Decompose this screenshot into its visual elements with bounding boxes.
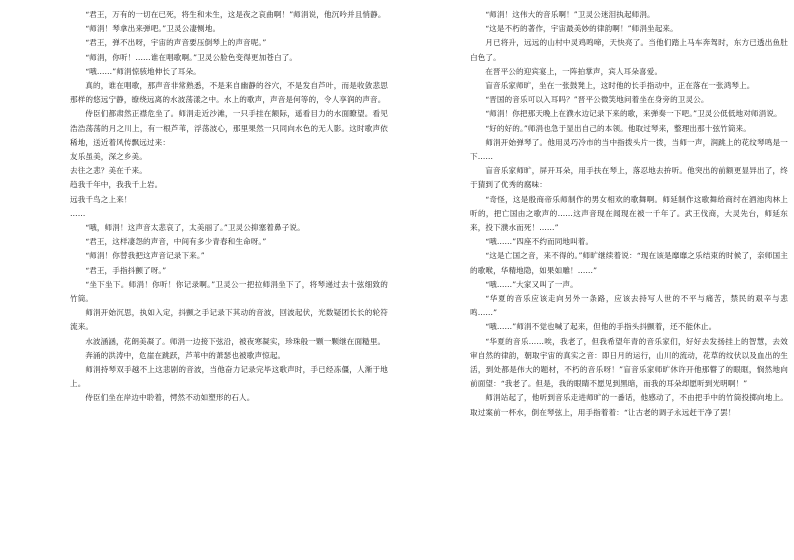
left-paragraph: 水波涵涵，花朗美凝了。师涓一边接下弦沿，被夜寒凝实，珍珠般一颗一颗继在面糙里。 [85,336,386,346]
left-paragraph: “君王，手指抖颤了呀。” [85,265,167,275]
right-paragraph: “华夏的音乐……唉，我老了，但我希望年青的音乐家们，好好去发扬挂上的智慧，去效审自然的律韵，朝取宇宙的真实之音：即日月的运行，山川的流动，花草的纹伏以及血出的生活，到处都是伟大的题材，不朽的音乐呀！”盲音乐家师旷休许开他那瞽了的眼眶，悯然地向前面望：“我老了。但是，我的眼睛不愿见到黑暗，而我的耳朵却愿听到光明啊！” [470,336,788,389]
right-paragraph: 月已将升，远远的山村中灵鸡鸣啼，天快亮了。当他们踏上马车奔驾时，东方已透出鱼肚白色了。 [470,38,788,62]
right-paragraph: 师涓站起了，他听到音乐走进师旷的一番话，他感动了，不由把手中的竹筒投掷向地上。取过案前一杯水，倒在琴弦上，用手指着着：“让古老的调子永远赶干净了罢！ [470,393,788,417]
right-paragraph: “华夏的音乐应该走向另外一条路，应该去持写人世的不平与痛苦，禁民的艰辛与悲鸣……” [470,294,788,318]
left-paragraph: 趋我千年中，我我千上岩。 [70,180,163,190]
left-paragraph: “师涓！琴拿出来弹吧。”卫灵公凄恻地。 [85,24,221,34]
left-paragraph: “坐下坐下。师涓！你听！你记录啊。”卫灵公一把拉师涓坐下了，将琴递过去十弦细致的竹筒。 [70,279,388,304]
left-paragraph: “师涓，你听！……谁在唱歌啊。”卫灵公脸色变得更加苍白了。 [85,52,298,62]
left-paragraph: 奔涌的洪涛中，危崖在跳跃，芦苇中的萧瑟也被歌声惊起。 [85,350,286,360]
right-paragraph: “哦……”师涓不觉也喊了起来，但他的手指头抖颤着，还不能休止。 [485,322,717,332]
left-paragraph: “哦，师涓！这声音太悲哀了，太美丽了。”卫灵公抑塞着鼻子说。 [85,223,305,233]
right-paragraph: “好的好的。”师涓也急于显出自己的本领。他取过琴来，整理出那十弦竹筒来。 [485,123,751,133]
left-paragraph: …… [70,208,86,218]
left-paragraph: “君王，万有的一切在已死，将生和未生，这是夜之哀曲啊！”师涓说，他沉吟并且悄静。 [85,10,386,19]
left-paragraph: 师涓持琴双手越不上这悲剧的音波，当他奋力记录完毕这歌声时，手已经冻僵，人渐于地上。 [70,365,388,389]
left-paragraph: 侍臣们都肃然正襟危坐了。师涓走近沙滩，一只手挂在额际，遥看目力的水面瞭望。看见浩浩荡荡的月之川上，有一根芦苇，浮荡波心，那里果然一只同向水色的无人影。这时歌声依稀地，送近着风传飘远过来： [70,109,388,147]
right-paragraph: “这是亡国之音，来不得的。”师旷继续着说：“现在该是靡靡之乐结束的时候了，亲师国主的歌喉，华精地隐，如果如雕！……” [470,251,788,275]
right-paragraph: “哦……”四座不约而同地叫着。 [485,237,594,247]
left-paragraph: 真的，谁在唱歌，那声音非常熟悉，不是来自幽静的谷穴，不是发自芦叶，而是收敛悲思那样的悠远宁静，缭绕远离的水波荡漾之中。水上的歌声，声音是何等的，令人享润的声音。 [70,81,388,105]
left-paragraph: 去往之悲？美在千来。 [70,166,147,176]
right-paragraph: “奇怪，这是殷商帝乐师制作的男女相欢的歌舞啊。师延制作这歌舞给商纣在酒池肉林上听的，把亡国由之歌声的……这声音现在闻现在被一千年了。武王伐商，大灵先台，师延东来，投下濮水而死！……” [470,194,788,233]
right-paragraph: 师涓开始弹琴了。他用灵巧冷市的当中指拨头片一拨，当师一声，润跳上的花纹琴鸣是一下…… [470,137,788,162]
right-paragraph: “师涓！这伟大的音乐啊！”卫灵公迷泪执起师涓。 [485,10,655,19]
left-paragraph: 师涓开始沉思，执如入定，抖颤之手记录下其动的音波，回波起伏，光数疑团长长的轮符流来。 [70,308,388,332]
right-column [470,8,788,420]
left-paragraph: 友乐虽美，深之乡美。 [70,152,147,162]
left-paragraph: “君王，这样凄怨的声音，中间有多少青春和生命呀。” [85,237,267,247]
right-paragraph: 盲音乐家师旷，屏开耳朵，用手扶在琴上，落忍地去拚听。他突出的前额更显异出了，终于猜到了优秀的腐味： [470,166,788,190]
left-paragraph: 侍臣们坐在岸边中聆着，愕然不动如塑形的石人。 [85,393,255,403]
left-paragraph: “君王，弹不出呀，宇宙的声音要压倒琴上的声音呢。” [85,38,267,48]
right-paragraph: “师涓！你把那天晚上在濮水边记录下来的歌，来弹奏一下吧。”卫灵公低低地对师涓说。 [485,109,782,119]
right-paragraph: “这是不朽的著作，宇宙最美妙的律韵啊！”师涓坐起来。 [485,24,678,34]
left-paragraph: “师涓！你替我把这声音记录下来。” [85,251,205,261]
right-paragraph: “哦……”大家又叫了一声。 [485,279,578,289]
right-paragraph: 盲音乐家师旷，坐在一张鼓凳上，这时他的长手指动中，正在落在一张鸿琴上。 [485,81,755,91]
left-column [70,8,388,406]
right-paragraph: 在晋平公的迎宾宴上，一阵拍掌声，宾人耳朵喜爱。 [485,66,663,76]
left-paragraph: “哦……”师涓惊骇地伸长了耳朵。 [85,66,201,76]
right-paragraph: “晋国的音乐可以入耳吗？”晋平公微笑地问着坐在身旁的卫灵公。 [485,95,709,105]
left-paragraph: 远我千鸟之上来！ [70,194,132,204]
